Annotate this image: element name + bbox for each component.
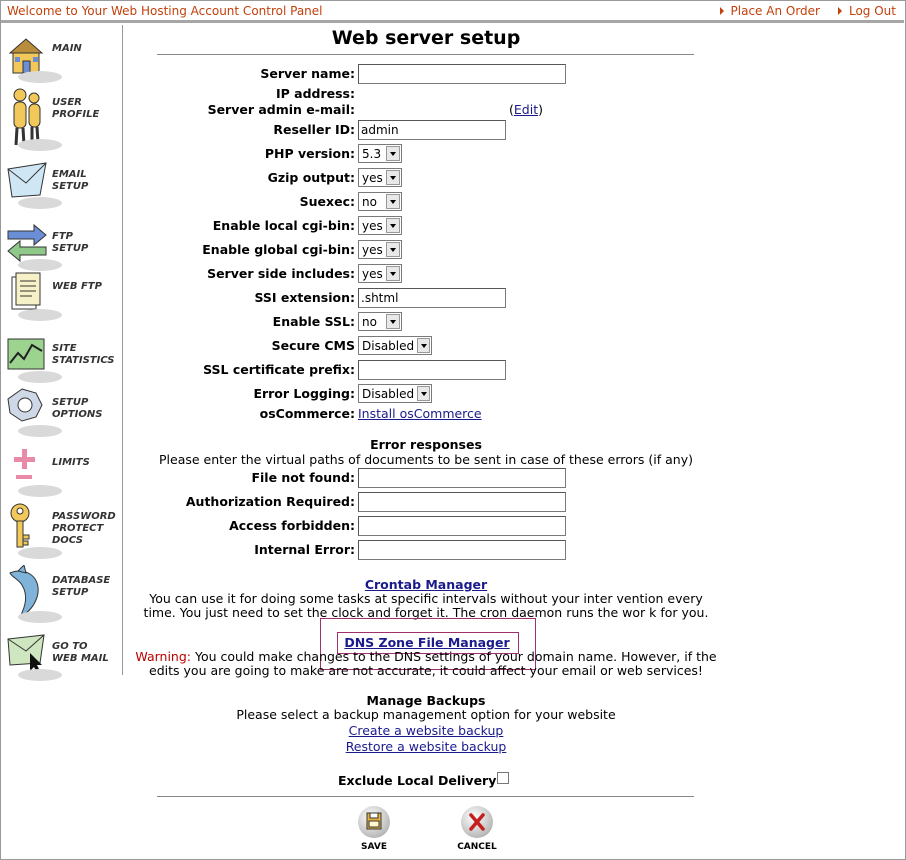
log-out-label: Log Out	[848, 4, 896, 18]
file-not-found-input[interactable]	[358, 468, 566, 488]
error-responses-heading: Error responses	[370, 437, 482, 452]
sidebar-item-label: MAIN	[52, 43, 82, 54]
local-cgi-value: yes	[362, 218, 383, 233]
chevron-down-icon	[386, 218, 400, 233]
row-gzip	[0, 167, 700, 189]
secure-cms-label: Secure CMS	[271, 338, 355, 353]
row-ssl-prefix	[0, 359, 700, 381]
gzip-select[interactable]	[358, 168, 402, 187]
row-suexec	[0, 191, 700, 213]
ssi-extension-input[interactable]	[358, 288, 506, 308]
enable-ssl-label: Enable SSL:	[272, 314, 355, 329]
error-logging-value: Disabled	[362, 386, 415, 401]
cancel-label: CANCEL	[457, 842, 497, 852]
ssi-value: yes	[362, 266, 383, 281]
global-cgi-label: Enable global cgi-bin:	[202, 242, 355, 257]
chevron-down-icon	[386, 170, 400, 185]
local-cgi-label: Enable local cgi-bin:	[212, 218, 355, 233]
backups-heading: Manage Backups	[366, 693, 486, 708]
oscommerce-label: osCommerce:	[259, 406, 355, 421]
save-icon	[358, 806, 390, 838]
dns-section	[337, 635, 517, 650]
dns-warning-line-2: edits you are going to make are not accurate, it could affect your email or web services!	[149, 663, 703, 678]
place-order-link[interactable]	[720, 4, 820, 18]
auth-required-input[interactable]	[358, 492, 566, 512]
sidebar-item-database-setup[interactable]	[4, 565, 120, 625]
file-not-found-label: File not found:	[251, 470, 355, 485]
sidebar-item-label: WEB FTP	[52, 281, 102, 292]
access-forbidden-label: Access forbidden:	[229, 518, 355, 533]
exclude-local-delivery-checkbox[interactable]	[497, 772, 509, 784]
backups-instructions: Please select a backup management option for your website	[236, 707, 616, 722]
error-logging-select[interactable]	[358, 384, 432, 403]
gzip-label: Gzip output:	[267, 170, 355, 185]
footer-divider	[157, 796, 694, 797]
secure-cms-value: Disabled	[362, 338, 415, 353]
row-server-name	[0, 63, 700, 85]
sidebar-item-label: EMAIL SETUP	[52, 169, 89, 192]
webmail-icon	[4, 631, 50, 681]
admin-email-label: Server admin e-mail:	[207, 102, 355, 117]
row-error-logging	[0, 383, 700, 405]
row-internal-error	[0, 539, 700, 561]
sidebar-item-label: SETUP OPTIONS	[52, 397, 103, 420]
chevron-down-icon	[386, 242, 400, 257]
error-responses-instructions: Please enter the virtual paths of documents to be sent in case of these errors (if any)	[159, 452, 693, 467]
crontab-description-2: time. You just need to set the clock and forget it. The cron daemon runs the wor k for you.	[143, 605, 709, 620]
edit-link[interactable]: Edit	[513, 102, 539, 117]
internal-error-input[interactable]	[358, 540, 566, 560]
enable-ssl-value: no	[362, 314, 377, 329]
internal-error-label: Internal Error:	[254, 542, 355, 557]
sidebar-item-webmail[interactable]	[4, 631, 120, 681]
suexec-select[interactable]	[358, 192, 402, 211]
gzip-value: yes	[362, 170, 383, 185]
row-reseller-id	[0, 119, 700, 141]
top-bar	[1, 1, 904, 23]
save-label: SAVE	[361, 842, 387, 852]
dolphin-icon	[4, 565, 50, 625]
cancel-button[interactable]	[455, 806, 499, 852]
enable-ssl-select[interactable]	[358, 312, 402, 331]
ssi-extension-label: SSI extension:	[254, 290, 355, 305]
log-out-link[interactable]	[838, 4, 896, 18]
sidebar-item-label: GO TO WEB MAIL	[52, 641, 109, 664]
warning-label: Warning:	[135, 649, 191, 664]
exclude-local-delivery-label: Exclude Local Delivery	[338, 773, 497, 788]
cancel-icon	[461, 806, 493, 838]
sidebar-item-label: FTP SETUP	[52, 231, 89, 254]
global-cgi-select[interactable]	[358, 240, 402, 259]
chevron-down-icon	[417, 338, 430, 353]
sidebar-item-label: DATABASE SETUP	[52, 575, 111, 598]
reseller-id-input[interactable]	[358, 120, 506, 140]
access-forbidden-input[interactable]	[358, 516, 566, 536]
chevron-down-icon	[386, 146, 400, 161]
ssi-select[interactable]	[358, 264, 402, 283]
crontab-description-1: You can use it for doing some tasks at specific intervals without your inter vention every	[149, 591, 703, 606]
server-name-label: Server name:	[260, 66, 355, 81]
server-name-input[interactable]	[358, 64, 566, 84]
admin-email-edit-link[interactable]: (Edit)	[509, 102, 543, 117]
php-version-value: 5.3	[362, 146, 382, 161]
welcome-text: Welcome to Your Web Hosting Account Control Panel	[7, 4, 323, 18]
row-enable-ssl	[0, 311, 700, 333]
row-access-forbidden	[0, 515, 700, 537]
php-version-label: PHP version:	[264, 146, 355, 161]
arrow-right-icon	[720, 7, 724, 15]
save-button[interactable]	[354, 806, 394, 852]
create-backup-row	[126, 723, 726, 738]
ssl-prefix-input[interactable]	[358, 360, 506, 380]
sidebar-item-label: PASSWORD PROTECT DOCS	[52, 511, 116, 546]
row-auth-required	[0, 491, 700, 513]
dns-warning-line-1	[126, 649, 726, 664]
crontab-manager-link[interactable]: Crontab Manager	[364, 577, 488, 592]
sidebar-item-label: USER PROFILE	[52, 97, 100, 120]
row-oscommerce	[0, 404, 700, 426]
dns-zone-manager-link[interactable]: DNS Zone File Manager	[344, 635, 510, 650]
secure-cms-select[interactable]	[358, 336, 432, 355]
reseller-id-label: Reseller ID:	[273, 122, 355, 137]
chevron-down-icon	[386, 194, 400, 209]
global-cgi-value: yes	[362, 242, 383, 257]
row-ssi-extension	[0, 287, 700, 309]
row-file-not-found	[0, 467, 700, 489]
page-title: Web server setup	[331, 27, 521, 49]
sidebar-item-label: SITE STATISTICS	[52, 343, 115, 366]
place-order-label: Place An Order	[730, 4, 820, 18]
ssl-prefix-label: SSL certificate prefix:	[203, 362, 355, 377]
row-ssi	[0, 263, 700, 285]
create-backup-link[interactable]: Create a website backup	[348, 723, 504, 738]
row-php-version	[0, 143, 700, 165]
dns-warning-text-1: You could make changes to the DNS settings of your domain name. However, if the	[194, 649, 717, 664]
error-logging-label: Error Logging:	[253, 386, 355, 401]
sidebar-item-label: LIMITS	[52, 457, 90, 468]
row-global-cgi	[0, 239, 700, 261]
arrow-right-icon	[838, 7, 842, 15]
ip-address-label: IP address:	[275, 86, 355, 101]
php-version-select[interactable]	[358, 144, 402, 163]
ssi-label: Server side includes:	[207, 266, 355, 281]
title-divider	[157, 54, 694, 55]
suexec-value: no	[362, 194, 377, 209]
auth-required-label: Authorization Required:	[185, 494, 355, 509]
restore-backup-link[interactable]: Restore a website backup	[345, 739, 507, 754]
restore-backup-row	[126, 739, 726, 754]
local-cgi-select[interactable]	[358, 216, 402, 235]
row-local-cgi	[0, 215, 700, 237]
install-oscommerce-link[interactable]: Install osCommerce	[358, 406, 482, 421]
chevron-down-icon	[417, 386, 430, 401]
chevron-down-icon	[386, 266, 400, 281]
row-secure-cms	[0, 335, 700, 357]
crontab-section	[126, 577, 726, 592]
chevron-down-icon	[386, 314, 400, 329]
suexec-label: Suexec:	[299, 194, 355, 209]
